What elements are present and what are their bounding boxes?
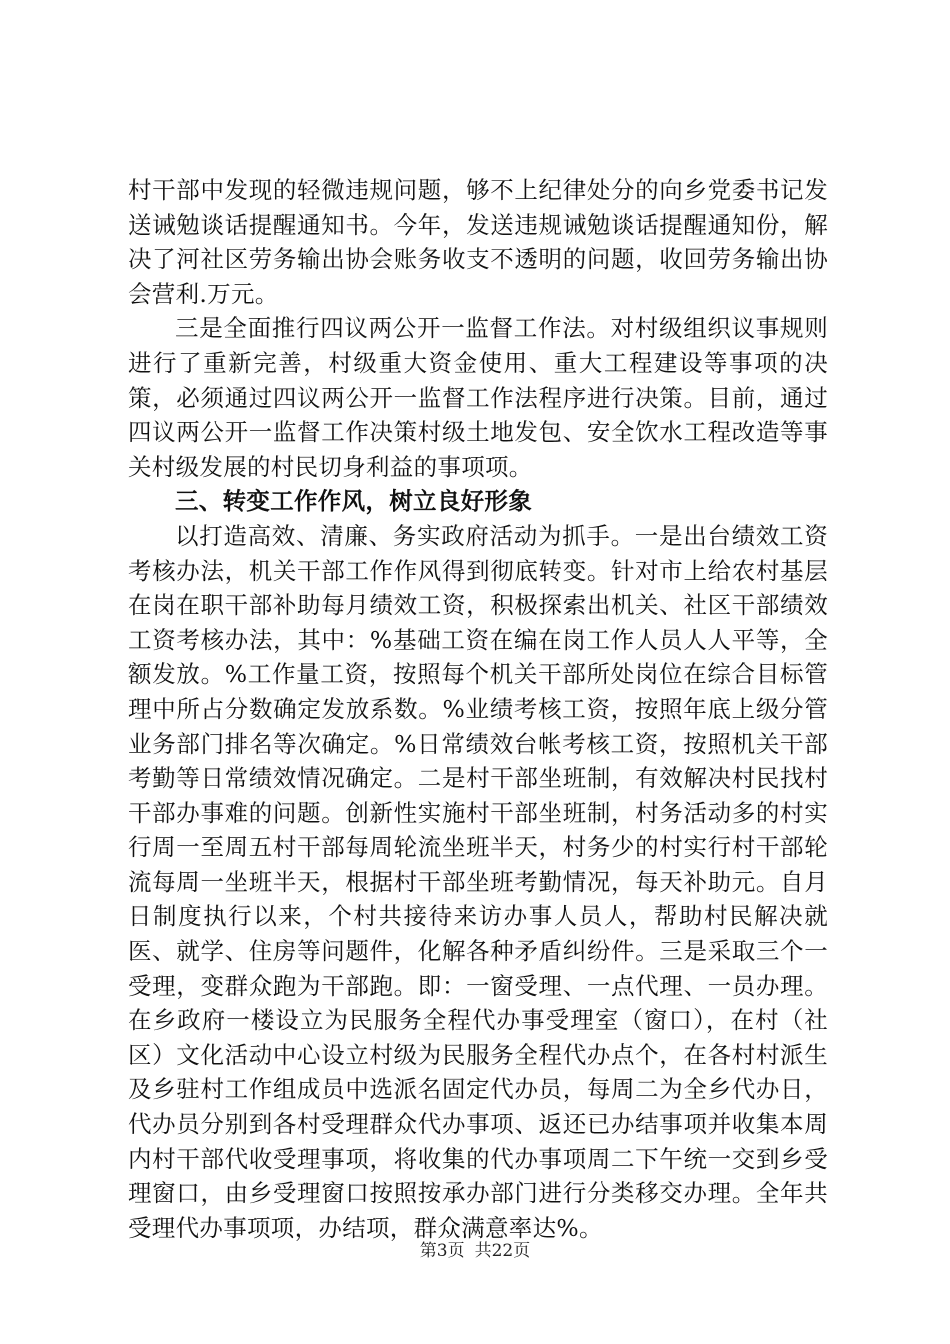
section-heading: 三、转变工作作风，树立良好形象 — [175, 487, 532, 516]
page-total: 共22页 — [474, 1241, 531, 1261]
paragraph-continuation: 村干部中发现的轻微违规问题，够不上纪律处分的向乡党委书记发送诫勉谈话提醒通知书。今年，发送违规诫勉谈话提醒通知份，解决了河社区劳务输出协会账务收支不透明的问题，收回劳务输出协会营利.万元。 — [128, 176, 828, 308]
paragraph-four-discussions: 三是全面推行四议两公开一监督工作法。对村级组织议事规则进行了重新完善，村级重大资金使用、重大工程建设等事项的决策，必须通过四议两公开一监督工作法程序进行决策。目前，通过四议两公开一监督工作决策村级土地发包、安全饮水工程改造等事关村级发展的村民切身利益的事项项。 — [128, 314, 828, 481]
page-number: 第3页 — [419, 1241, 465, 1261]
paragraph-work-style: 以打造高效、清廉、务实政府活动为抓手。一是出台绩效工资考核办法，机关干部工作作风得到彻底转变。针对市上给农村基层在岗在职干部补助每月绩效工资，积极探索出机关、社区干部绩效工资考核办法，其中：%基础工资在编在岗工作人员人人平等，全额发放。%工作量工资，按照每个机关干部所处岗位在综合目标管理中所占分数确定发放系数。%业绩考核工资，按照年底上级分管业务部门排名等次确定。%日常绩效台帐考核工资，按照机关干部考勤等日常绩效情况确定。二是村干部坐班制，有效解决村民找村干部办事难的问题。创新性实施村干部坐班制，村务活动多的村实行周一至周五村干部每周轮流坐班半天，村务少的村实行村干部轮流每周一坐班半天，根据村干部坐班考勤情况，每天补助元。自月日制度执行以来，个村共接待来访办事人员人，帮助村民解决就医、就学、住房等问题件，化解各种矛盾纠纷件。三是采取三个一受理，变群众跑为干部跑。即：一窗受理、一点代理、一员办理。在乡政府一楼设立为民服务全程代办事受理室（窗口），在村（社区）文化活动中心设立村级为民服务全程代办点个，在各村村派生及乡驻村工作组成员中选派名固定代办员，每周二为全乡代办日，代办员分别到各村受理群众代办事项、返还已办结事项并收集本周内村干部代收受理事项，将收集的代办事项周二下午统一交到乡受理窗口，由乡受理窗口按照按承办部门进行分类移交办理。全年共受理代办事项项，办结项，群众满意率达%。 — [128, 521, 828, 1242]
document-body — [128, 173, 828, 1245]
page-footer — [0, 1240, 950, 1262]
